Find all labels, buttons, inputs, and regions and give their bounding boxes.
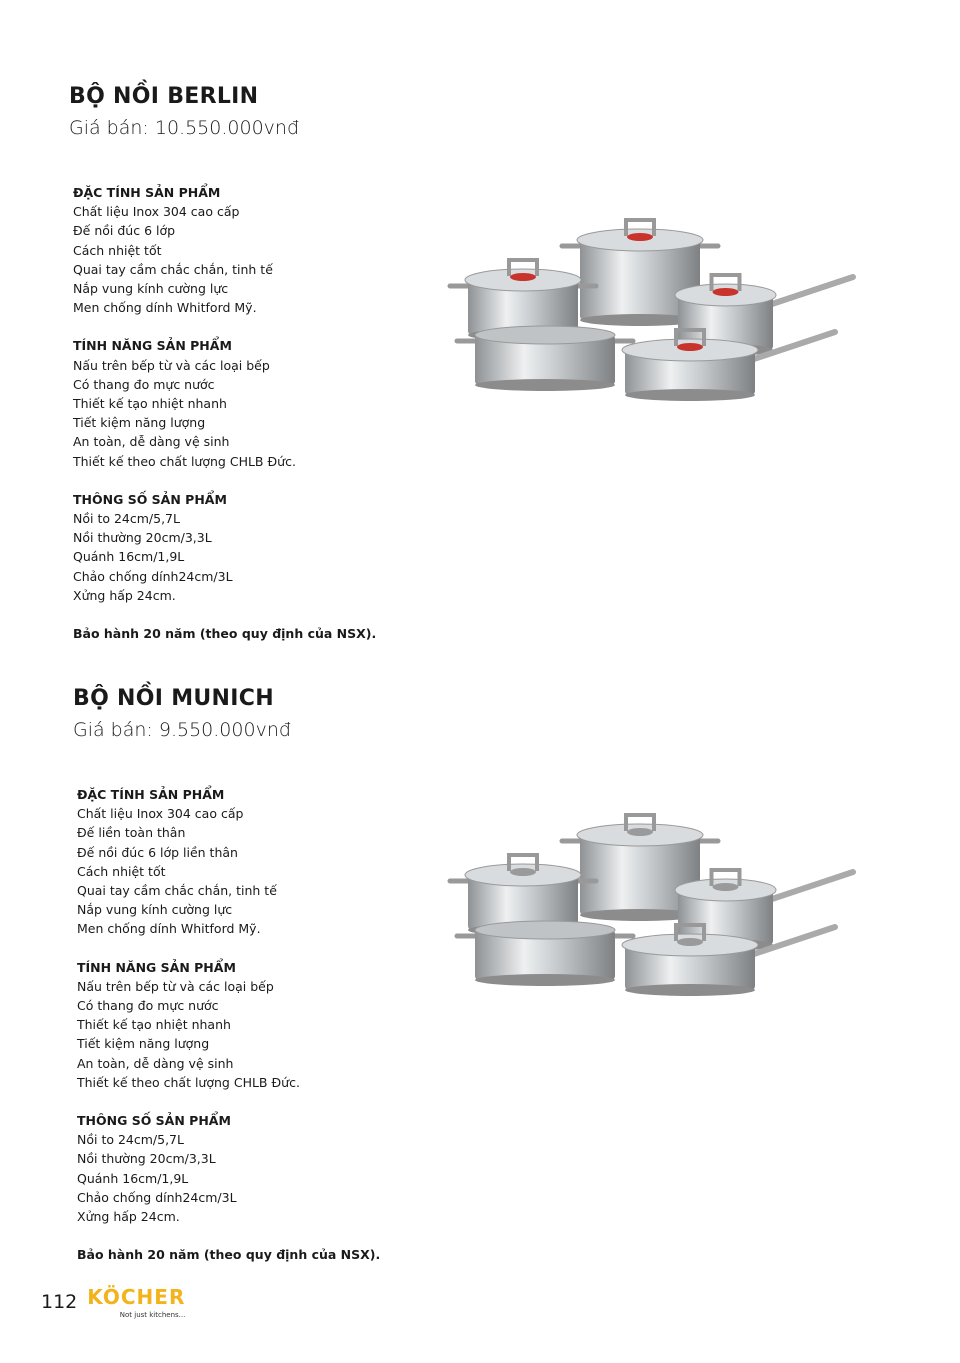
pot (457, 921, 633, 986)
spec-item: Quánh 16cm/1,9L (77, 1170, 189, 1186)
page-footer (41, 1284, 185, 1320)
spec-item: Men chống dính Whitford Mỹ. (73, 300, 257, 316)
berlin-cookware-set-image (435, 195, 875, 415)
spec-item: An toàn, dễ dàng vệ sinh (73, 434, 230, 450)
spec-item: Quánh 16cm/1,9L (73, 549, 185, 565)
spec-item: An toàn, dễ dàng vệ sinh (77, 1055, 234, 1071)
product-berlin (69, 83, 376, 643)
product-title: BỘ NỒI MUNICH (73, 686, 274, 711)
kocher-logo (87, 1284, 185, 1320)
saucepan (622, 925, 835, 996)
page-number: 112 (41, 1291, 78, 1313)
spec-item: Chảo chống dính24cm/3L (73, 568, 233, 584)
section-heading: THÔNG SỐ SẢN PHẨM (77, 1113, 231, 1129)
spec-item: Tiết kiệm năng lượng (73, 415, 206, 431)
spec-item: Nồi thường 20cm/3,3L (73, 530, 212, 546)
brand-name: KÖCHER (87, 1285, 186, 1309)
section-heading: THÔNG SỐ SẢN PHẨM (73, 491, 227, 507)
spec-section (73, 490, 376, 605)
spec-item: Xửng hấp 24cm. (77, 1209, 180, 1225)
munich-cookware-set-image (435, 790, 875, 1015)
spec-section (77, 1111, 380, 1226)
spec-item: Chất liệu Inox 304 cao cấp (77, 806, 244, 822)
spec-item: Thiết kế theo chất lượng CHLB Đức. (73, 453, 296, 469)
spec-item: Nấu trên bếp từ và các loại bếp (77, 978, 274, 994)
pot (457, 326, 633, 391)
brand-tagline: Not just kitchens... (119, 1311, 186, 1319)
spec-item: Tiết kiệm năng lượng (77, 1036, 210, 1052)
warranty-note: Bảo hành 20 năm (theo quy định của NSX). (73, 626, 377, 642)
spec-item: Quai tay cầm chắc chắn, tinh tế (73, 261, 273, 277)
spec-item: Xửng hấp 24cm. (73, 587, 176, 603)
spec-item: Thiết kế tạo nhiệt nhanh (73, 396, 227, 412)
product-specs (77, 785, 380, 1264)
product-price: Giá bán: 9.550.000vnđ (73, 719, 291, 741)
spec-item: Đế liền toàn thân (77, 825, 186, 841)
spec-item: Thiết kế theo chất lượng CHLB Đức. (77, 1074, 300, 1090)
spec-item: Quai tay cầm chắc chắn, tinh tế (77, 883, 277, 899)
product-title: BỘ NỒI BERLIN (69, 84, 259, 109)
saucepan (622, 330, 835, 401)
spec-item: Đế nồi đúc 6 lớp (73, 223, 176, 239)
spec-section (73, 183, 376, 317)
spec-item: Nồi thường 20cm/3,3L (77, 1151, 216, 1167)
spec-item: Men chống dính Whitford Mỹ. (77, 921, 261, 937)
spec-item: Cách nhiệt tốt (77, 863, 166, 879)
spec-item: Chất liệu Inox 304 cao cấp (73, 204, 240, 220)
spec-item: Thiết kế tạo nhiệt nhanh (77, 1017, 231, 1033)
spec-item: Nắp vung kính cường lực (73, 281, 229, 297)
spec-item: Cách nhiệt tốt (73, 242, 162, 258)
product-specs (73, 183, 376, 643)
spec-item: Có thang đo mực nước (77, 998, 219, 1014)
product-munich (73, 685, 380, 1264)
spec-item: Có thang đo mực nước (73, 376, 215, 392)
section-heading: ĐẶC TÍNH SẢN PHẨM (77, 787, 225, 802)
spec-item: Chảo chống dính24cm/3L (77, 1189, 237, 1205)
spec-item: Nắp vung kính cường lực (77, 902, 233, 918)
spec-item: Nồi to 24cm/5,7L (77, 1132, 184, 1148)
spec-item: Nấu trên bếp từ và các loại bếp (73, 357, 270, 373)
spec-section (77, 785, 380, 939)
section-heading: ĐẶC TÍNH SẢN PHẨM (73, 185, 221, 200)
spec-item: Đế nồi đúc 6 lớp liền thân (77, 844, 238, 860)
warranty-note: Bảo hành 20 năm (theo quy định của NSX). (77, 1247, 381, 1263)
spec-section (77, 958, 380, 1092)
section-heading: TÍNH NĂNG SẢN PHẨM (77, 959, 236, 975)
spec-item: Nồi to 24cm/5,7L (73, 511, 180, 527)
spec-section (73, 336, 376, 470)
product-price: Giá bán: 10.550.000vnđ (69, 117, 300, 139)
section-heading: TÍNH NĂNG SẢN PHẨM (73, 338, 232, 354)
